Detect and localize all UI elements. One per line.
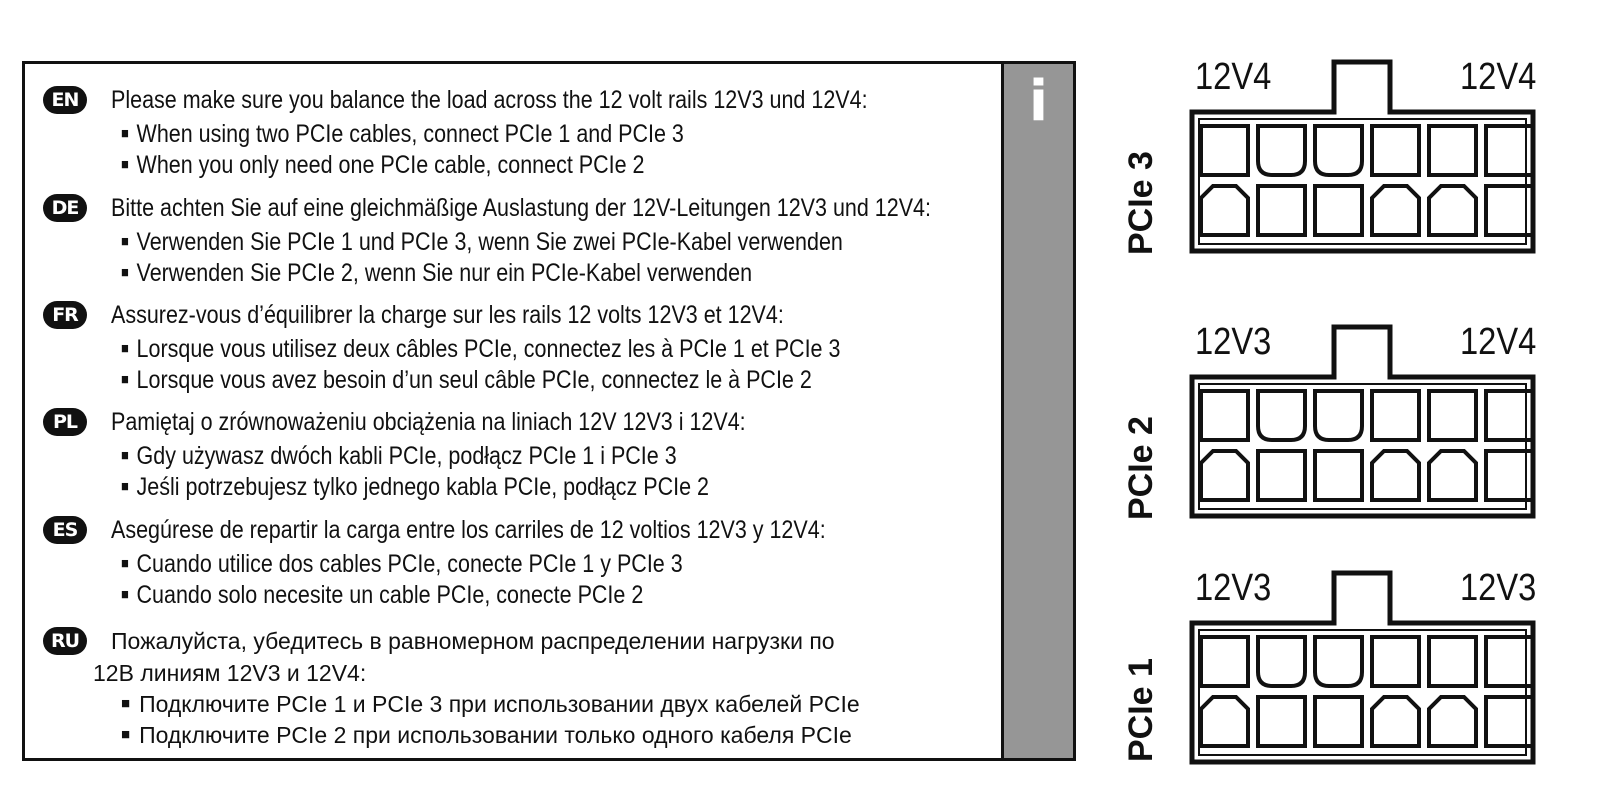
language-badge-de: DE: [43, 194, 87, 222]
notice-bullet: ■ When you only need one PCIe cable, connect PCIe 2: [121, 150, 644, 184]
connector-pin: [1258, 697, 1305, 746]
notice-bullet: ■ Verwenden Sie PCIe 2, wenn Sie nur ein PCIe-Kabel verwenden: [121, 258, 752, 292]
rail-label-right: 12V4: [1460, 56, 1537, 98]
notice-heading: Пожалуйста, убедитесь в равномерном распределении нагрузки по: [111, 628, 835, 654]
notice-heading: Bitte achten Sie auf eine gleichmäßige Auslastung der 12V-Leitungen 12V3 und 12V4:: [111, 194, 931, 222]
connector-pin: [1372, 186, 1419, 235]
connector-diagrams: [1100, 0, 1605, 798]
connector-pin: [1315, 637, 1362, 686]
notice-bullet: ■ Verwenden Sie PCIe 1 und PCIe 3, wenn Sie zwei PCIe-Kabel verwenden: [121, 227, 843, 261]
connector-pin: [1315, 451, 1362, 500]
connector-pin: [1201, 391, 1248, 440]
connector-pin: [1315, 391, 1362, 440]
notice-bullet: ■ Cuando solo necesite un cable PCIe, conecte PCIe 2: [121, 580, 643, 614]
connector-pin: [1201, 637, 1248, 686]
multilingual-notice-box: [22, 61, 1076, 761]
rail-label-right: 12V3: [1460, 567, 1537, 609]
connector-pin: [1258, 451, 1305, 500]
connector-pin: [1315, 697, 1362, 746]
notice-bullet: ■ Lorsque vous avez besoin d’un seul câble PCIe, connectez le à PCIe 2: [121, 365, 812, 399]
connector-pin: [1258, 126, 1305, 175]
notice-heading: Asegúrese de repartir la carga entre los carriles de 12 voltios 12V3 y 12V4:: [111, 516, 826, 544]
connector-label: PCIe 2: [1122, 416, 1160, 520]
rail-label-left: 12V4: [1195, 56, 1272, 98]
notice-content: [25, 64, 1005, 758]
language-badge-pl: PL: [43, 408, 87, 436]
connector-label: PCIe 1: [1122, 658, 1160, 762]
connector-pin: [1429, 126, 1476, 175]
connector-pin: [1429, 186, 1476, 235]
connector-pin: [1201, 186, 1248, 235]
notice-heading: Pamiętaj o zrównoważeniu obciążenia na liniach 12V 12V3 i 12V4:: [111, 408, 746, 436]
notice-bullet: ■ Lorsque vous utilisez deux câbles PCIe, connectez les à PCIe 1 et PCIe 3: [121, 334, 840, 368]
info-sidebar: [1001, 64, 1073, 758]
connector-pin: [1372, 697, 1419, 746]
notice-heading-continuation: 12В линиям 12V3 и 12V4:: [93, 660, 367, 686]
notice-bullet: ■ Gdy używasz dwóch kabli PCIe, podłącz PCIe 1 i PCIe 3: [121, 441, 677, 475]
notice-bullet: ■ Подключите PCIe 2 при использовании только одного кабеля PCIe: [121, 720, 852, 754]
connector-pin: [1429, 637, 1476, 686]
connector-pin: [1201, 126, 1248, 175]
connector-pin: [1315, 126, 1362, 175]
notice-bullet: ■ Подключите PCIe 1 и PCIe 3 при использовании двух кабелей PCIe: [121, 689, 860, 723]
language-badge-en: EN: [43, 86, 87, 114]
connector-pin: [1429, 451, 1476, 500]
rail-label-right: 12V4: [1460, 321, 1537, 363]
connector-pcie-2: [1100, 320, 1605, 525]
connector-pcie-1: [1100, 566, 1605, 771]
language-badge-ru: RU: [43, 627, 87, 655]
language-badge-es: ES: [43, 516, 87, 544]
info-icon: i: [1028, 69, 1049, 134]
connector-pin: [1429, 391, 1476, 440]
notice-bullet: ■ Cuando utilice dos cables PCIe, conecte PCIe 1 y PCIe 3: [121, 549, 683, 583]
connector-pin: [1315, 186, 1362, 235]
twelve-pin-connector-icon: [1100, 55, 1605, 260]
notice-bullet: ■ When using two PCIe cables, connect PCIe 1 and PCIe 3: [121, 119, 684, 153]
connector-pin: [1372, 391, 1419, 440]
connector-pin: [1258, 391, 1305, 440]
connector-pcie-3: [1100, 55, 1605, 260]
rail-label-left: 12V3: [1195, 321, 1272, 363]
twelve-pin-connector-icon: [1100, 320, 1605, 525]
connector-pin: [1372, 637, 1419, 686]
notice-heading: Please make sure you balance the load across the 12 volt rails 12V3 und 12V4:: [111, 86, 868, 114]
twelve-pin-connector-icon: [1100, 566, 1605, 771]
language-badge-fr: FR: [43, 301, 87, 329]
connector-pin: [1201, 451, 1248, 500]
connector-pin: [1372, 126, 1419, 175]
notice-bullet: ■ Jeśli potrzebujesz tylko jednego kabla PCIe, podłącz PCIe 2: [121, 472, 709, 506]
connector-pin: [1258, 186, 1305, 235]
connector-pin: [1429, 697, 1476, 746]
rail-label-left: 12V3: [1195, 567, 1272, 609]
notice-heading: Assurez-vous d’équilibrer la charge sur les rails 12 volts 12V3 et 12V4:: [111, 301, 784, 329]
connector-pin: [1258, 637, 1305, 686]
connector-label: PCIe 3: [1122, 151, 1160, 255]
connector-pin: [1372, 451, 1419, 500]
connector-pin: [1201, 697, 1248, 746]
